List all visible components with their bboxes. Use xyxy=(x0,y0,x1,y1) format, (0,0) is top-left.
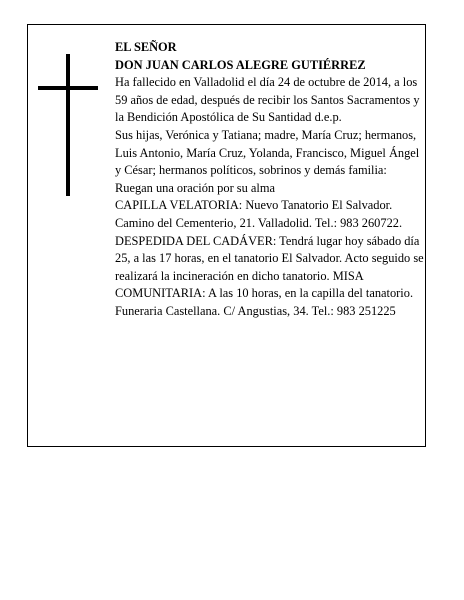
cross-vertical-bar xyxy=(66,54,70,196)
obituary-notice xyxy=(27,24,426,447)
death-announcement: Ha fallecido en Valladolid el día 24 de octubre de 2014, a los 59 años de edad, después de recibir los Santos Sacramentos y la Bendición Apostólica de Su Santidad d.e.p. xyxy=(115,75,420,125)
deceased-name: DON JUAN CARLOS ALEGRE GUTIÉRREZ xyxy=(115,57,366,72)
heading-title: EL SEÑOR xyxy=(115,40,177,54)
notice-body xyxy=(115,39,427,321)
prayer-request: Ruegan una oración por su alma xyxy=(115,180,275,195)
family-paragraph: Sus hijas, Verónica y Tatiana; madre, María Cruz; hermanos, Luis Antonio, María Cruz, Yolanda, Francisco, Miguel Ángel y César; hermanos políticos, sobrinos y demás familia: xyxy=(115,127,420,178)
wake-info: CAPILLA VELATORIA: Nuevo Tanatorio El Salvador. Camino del Cementerio, 21. Valladolid. Tel.: 983 260722. xyxy=(115,198,403,230)
funeral-home-info: Funeraria Castellana. C/ Angustias, 34. Tel.: 983 251225 xyxy=(115,303,396,318)
cross-horizontal-bar xyxy=(38,86,98,90)
farewell-info: DESPEDIDA DEL CADÁVER: Tendrá lugar hoy sábado día 25, a las 17 horas, en el tanatorio El Salvador. Acto seguido se realizará la incineración en dicho tanatorio. MISA COMUNITARIA: A las 10 horas, en la capilla del tanatorio. xyxy=(115,233,424,301)
